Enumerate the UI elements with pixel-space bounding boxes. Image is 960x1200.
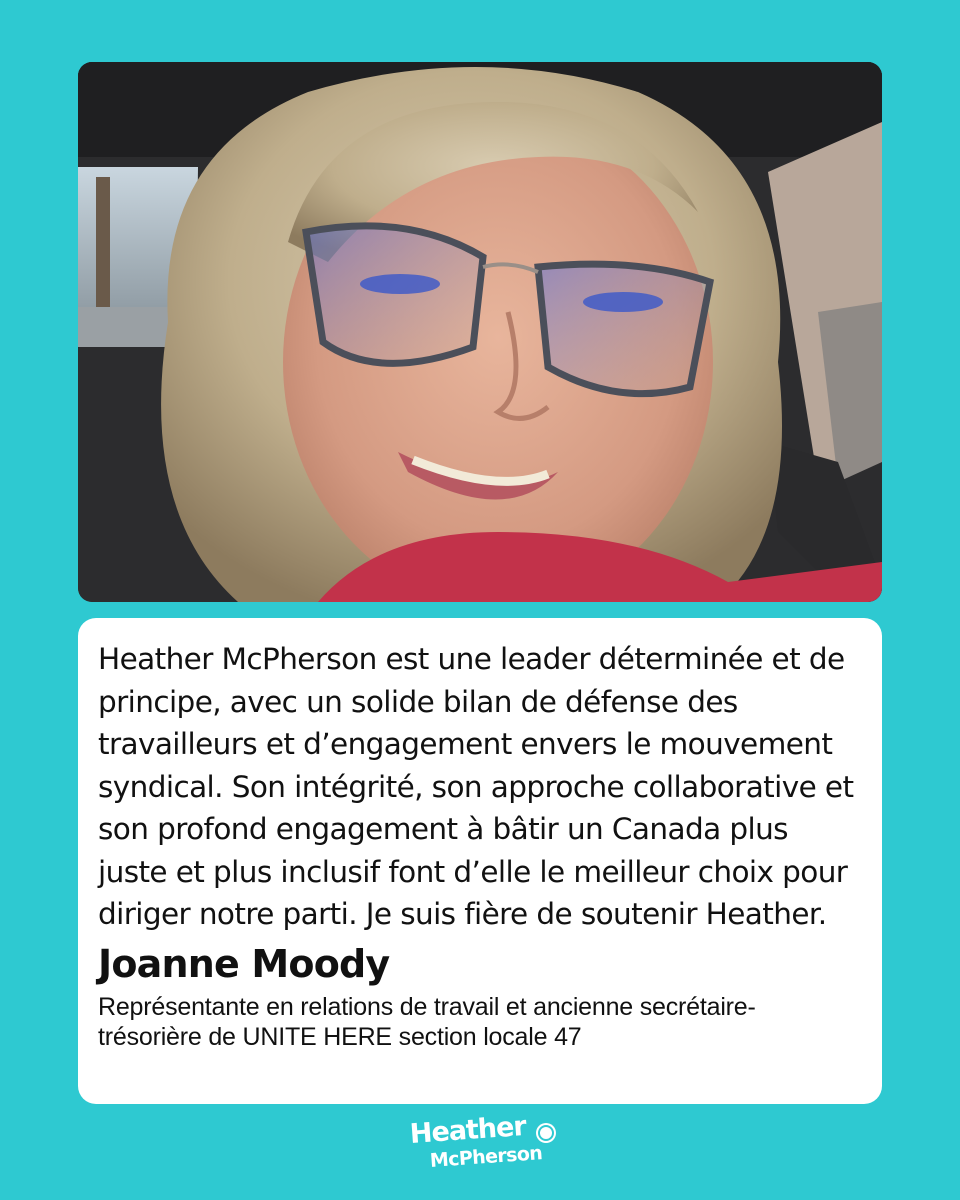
logo-dot-icon: [538, 1125, 554, 1141]
quote-text: Heather McPherson est une leader déterminée et de principe, avec un solide bilan de défense des travailleurs et d’engagement envers le mouvement syndical. Son intégrité, son approche collaborative et son profond engagement à bâtir un Canada plus juste et plus inclusif font d’elle le meilleur choix pour diriger notre parti. Je suis fière de soutenir Heather.: [98, 642, 854, 931]
portrait-illustration: [78, 62, 882, 602]
quote-card: [78, 618, 882, 1104]
author-role: Représentante en relations de travail et ancienne secrétaire-trésorière de UNITE HERE section locale 47: [98, 992, 756, 1051]
author-name: Joanne Moody: [98, 941, 390, 986]
logo-last-name: McPherson: [429, 1142, 543, 1172]
logo-first-name: Heather: [408, 1110, 527, 1150]
portrait-photo: [78, 62, 882, 602]
brand-logo: [408, 1110, 560, 1188]
